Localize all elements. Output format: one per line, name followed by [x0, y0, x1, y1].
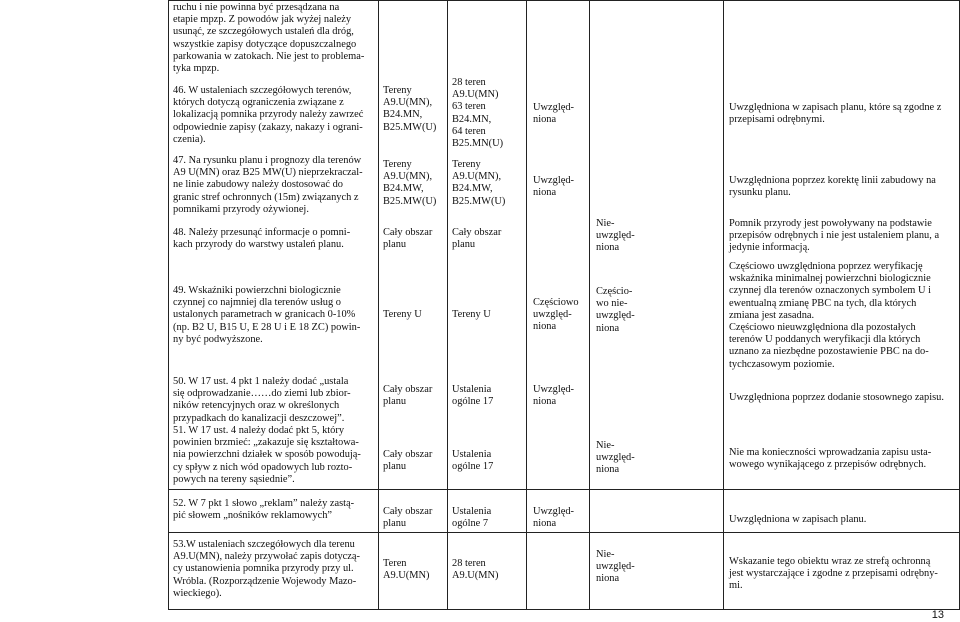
- grid-line: [168, 0, 169, 610]
- table-row-comment: 48. Należy przesunąć informacje o pomni- kach przyrody do warstwy ustaleń planu.: [173, 227, 351, 251]
- table-row-comment: ruchu i nie powinna być przesądzana na etapie mpzp. Z powodów jak wyżej należy usunąć, ze szczegółowych ustaleń dla dróg, wszystkie zapisy dotyczące dopuszczalnego parkowania w zatokach. Nie jest to problema- tyka mpzp.: [173, 2, 365, 75]
- grid-line: [589, 0, 590, 610]
- table-row-decision-accepted: Uwzględ- niona: [533, 506, 574, 530]
- table-row-justification: Uwzględniona poprzez dodanie stosownego zapisu.: [729, 392, 944, 403]
- table-row-decision-accepted: Uwzględ- niona: [533, 102, 574, 126]
- table-row-decision-accepted: Częściowo uwzględ- niona: [533, 297, 579, 333]
- table-row-decision-rejected: Nie- uwzględ- niona: [596, 218, 635, 254]
- table-row-area-comment: Teren A9.U(MN): [383, 558, 430, 582]
- table-row-area-plan: Cały obszar planu: [452, 227, 502, 251]
- table-row-area-plan: 28 teren A9.U(MN) 63 teren B24.MN, 64 teren B25.MN(U): [452, 77, 504, 150]
- table-row-comment: 46. W ustaleniach szczegółowych terenów, których dotyczą ograniczenia związane z lokalizacją pomnika przyrody należy zawrzeć odpowiednie zapisy (zakazy, nakazy i ograni- czenia).: [173, 85, 364, 145]
- grid-line: [168, 0, 960, 1]
- table-row-area-plan: Tereny U: [452, 309, 491, 320]
- grid-line: [447, 0, 448, 610]
- table-row-area-comment: Cały obszar planu: [383, 506, 433, 530]
- table-row-comment: 49. Wskaźniki powierzchni biologicznie czynnej co najmniej dla terenów usług o ustalonych parametrach w granicach 0-10% (np. B2 U, B15 U, E 28 U i E 18 ZC) powin- ny być podwyższone.: [173, 285, 361, 345]
- table-row-decision-accepted: Uwzględ- niona: [533, 175, 574, 199]
- grid-line: [378, 0, 379, 610]
- table-row-comment: 50. W 17 ust. 4 pkt 1 należy dodać „ustala się odprowadzanie……do ziemi lub zbior- ników retencyjnych oraz w określonych przypadkach do kanalizacji deszczowej”.: [173, 376, 351, 424]
- grid-line: [526, 0, 527, 610]
- table-row-comment: 52. W 7 pkt 1 słowo „reklam” należy zastą- pić słowem „nośników reklamowych”: [173, 498, 355, 522]
- table-row-comment: 53.W ustaleniach szczegółowych dla terenu A9.U(MN), należy przywołać zapis dotyczą- cy ustanowienia pomnika przyrody przy ul. Wróbla. (Rozporządzenie Wojewody Mazo- wieckiego).: [173, 539, 360, 599]
- table-row-area-plan: Ustalenia ogólne 7: [452, 506, 492, 530]
- table-row-area-plan: 28 teren A9.U(MN): [452, 558, 499, 582]
- table-row-justification: Uwzględniona w zapisach planu, które są zgodne z przepisami odrębnymi.: [729, 102, 942, 126]
- grid-line: [723, 0, 724, 610]
- table-row-area-comment: Cały obszar planu: [383, 449, 433, 473]
- table-row-area-comment: Cały obszar planu: [383, 227, 433, 251]
- table-row-decision-rejected: Nie- uwzględ- niona: [596, 549, 635, 585]
- table-row-area-plan: Ustalenia ogólne 17: [452, 384, 494, 408]
- table-row-comment: 51. W 17 ust. 4 należy dodać pkt 5, który powinien brzmieć: „zakazuje się kształtowa- nia powierzchni działek w sposób powodują- cy spływ z nich wód opadowych lub rozto- powych na tereny sąsiednie”.: [173, 425, 361, 485]
- table-row-decision-rejected: Częścio- wo nie- uwzględ- niona: [596, 286, 635, 334]
- table-row-justification: Pomnik przyrody jest powoływany na podstawie przepisów odrębnych i nie jest ustaleniem planu, a jedynie informacją.: [729, 218, 940, 254]
- grid-line: [168, 489, 960, 490]
- grid-line: [168, 532, 960, 533]
- table-row-comment: 47. Na rysunku planu i prognozy dla terenów A9 U(MN) oraz B25 MW(U) nieprzekraczal- ne linie zabudowy należy dostosować do granic stref ochronnych (15m) związanych z pomnikami przyrody ożywionej.: [173, 155, 363, 215]
- page-number: 13: [931, 609, 944, 621]
- table-row-area-plan: Tereny A9.U(MN), B24.MW, B25.MW(U): [452, 159, 506, 207]
- table-row-justification: Nie ma konieczności wprowadzania zapisu usta- wowego wynikającego z przepisów odrębnych.: [729, 447, 932, 471]
- table-row-decision-rejected: Nie- uwzględ- niona: [596, 440, 635, 476]
- table-row-area-plan: Ustalenia ogólne 17: [452, 449, 494, 473]
- table-row-area-comment: Tereny U: [383, 309, 422, 320]
- table-row-justification: Częściowo uwzględniona poprzez weryfikację wskaźnika minimalnej powierzchni biologicznie czynnej dla terenów oznaczonych symbolem U i ewentualną zmianę PBC na tych, dla których zmiana jest zasadna. Częściowo nieuwzględniona dla pozostałych terenów U poddanych weryfikacji dla których uznano za niezbędne pozostawienie PBC na do- tychczasowym poziomie.: [729, 261, 931, 370]
- table-row-area-comment: Tereny A9.U(MN), B24.MW, B25.MW(U): [383, 159, 437, 207]
- grid-line: [168, 609, 960, 610]
- table-row-decision-accepted: Uwzględ- niona: [533, 384, 574, 408]
- table-row-justification: Uwzględniona poprzez korektę linii zabudowy na rysunku planu.: [729, 175, 936, 199]
- table-row-justification: Uwzględniona w zapisach planu.: [729, 514, 867, 525]
- table-row-area-comment: Cały obszar planu: [383, 384, 433, 408]
- table-row-area-comment: Tereny A9.U(MN), B24.MN, B25.MW(U): [383, 85, 437, 133]
- table-row-justification: Wskazanie tego obiektu wraz ze strefą ochronną jest wystarczające i zgodne z przepisami odrębny- mi.: [729, 556, 938, 592]
